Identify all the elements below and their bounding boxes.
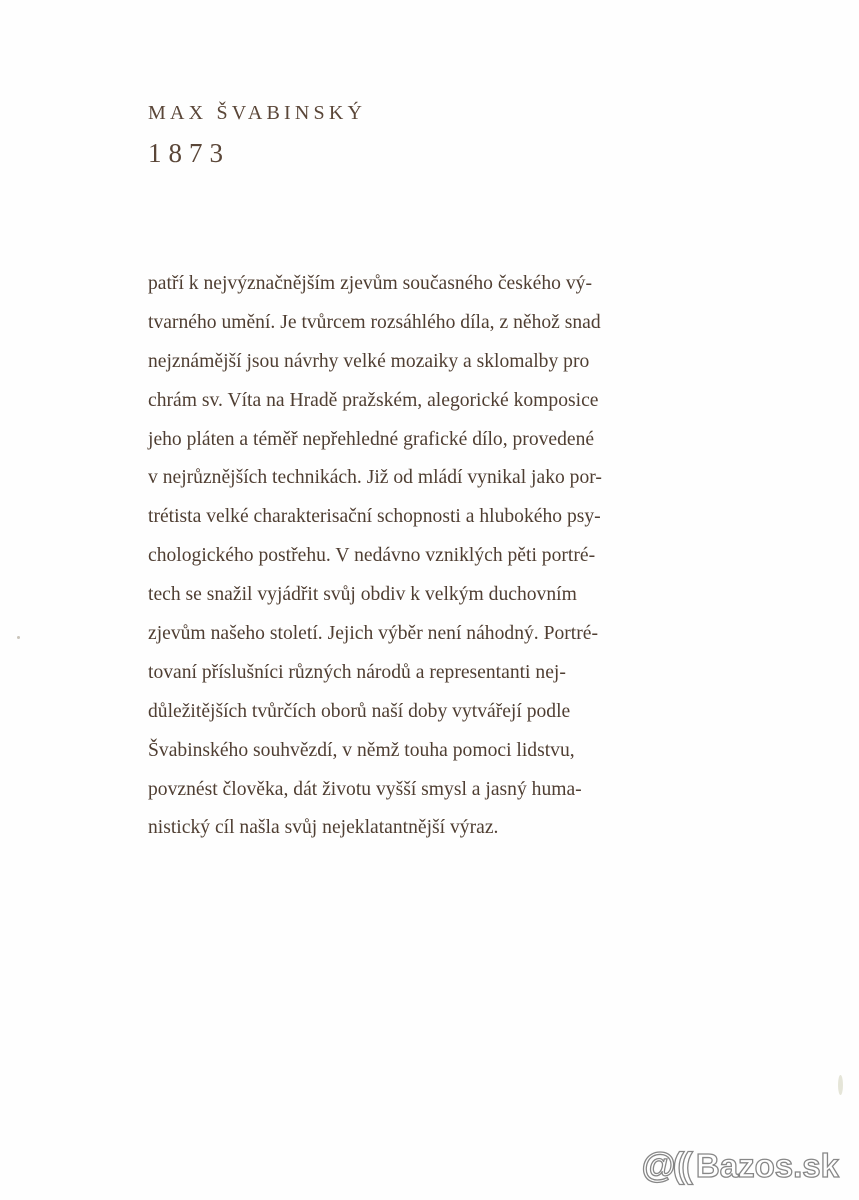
artist-name: MAX ŠVABINSKÝ: [148, 102, 367, 124]
text-line: Švabinského souhvězdí, v němž touha pomoci lidstvu,: [148, 739, 575, 761]
text-line: nistický cíl našla svůj nejeklatantnější výraz.: [148, 817, 499, 839]
bazos-watermark: [641, 1146, 839, 1186]
text-line: trétista velké charakterisační schopnosti a hlubokého psy-: [148, 506, 601, 528]
text-line: tvarného umění. Je tvůrcem rozsáhlého díla, z něhož snad: [148, 311, 601, 333]
text-line: chrám sv. Víta na Hradě pražském, alegorické komposice: [148, 389, 599, 411]
text-line: patří k nejvýznačnějším zjevům současného českého vý-: [148, 273, 592, 294]
text-line: povznést člověka, dát životu vyšší smysl a jasný huma-: [148, 778, 582, 800]
text-line: tovaní příslušníci různých národů a representanti nej-: [148, 661, 566, 683]
text-line: důležitějších tvůrčích oborů naší doby vytvářejí podle: [148, 700, 571, 722]
paper-speck: [17, 636, 20, 639]
artist-birth-year: 1873: [148, 138, 230, 168]
text-line: tech se snažil vyjádřit svůj obdiv k velkým duchovním: [148, 584, 577, 606]
text-line: v nejrůznějších technikách. Již od mládí vynikal jako por-: [148, 467, 602, 489]
text-line: nejznámější jsou návrhy velké mozaiky a sklomalby pro: [148, 350, 590, 372]
page-header: [148, 98, 366, 170]
biography-text: [148, 265, 668, 848]
text-line: jeho pláten a téměř nepřehledné grafické dílo, provedené: [148, 428, 595, 450]
bazos-logo-icon: @((: [641, 1146, 690, 1185]
paper-stain: [838, 1075, 843, 1095]
text-line: chologického postřehu. V nedávno vzniklých pěti portré-: [148, 545, 596, 567]
text-line: zjevům našeho století. Jejich výběr není náhodný. Portré-: [148, 623, 598, 645]
watermark-text: Bazos.sk: [695, 1147, 839, 1184]
